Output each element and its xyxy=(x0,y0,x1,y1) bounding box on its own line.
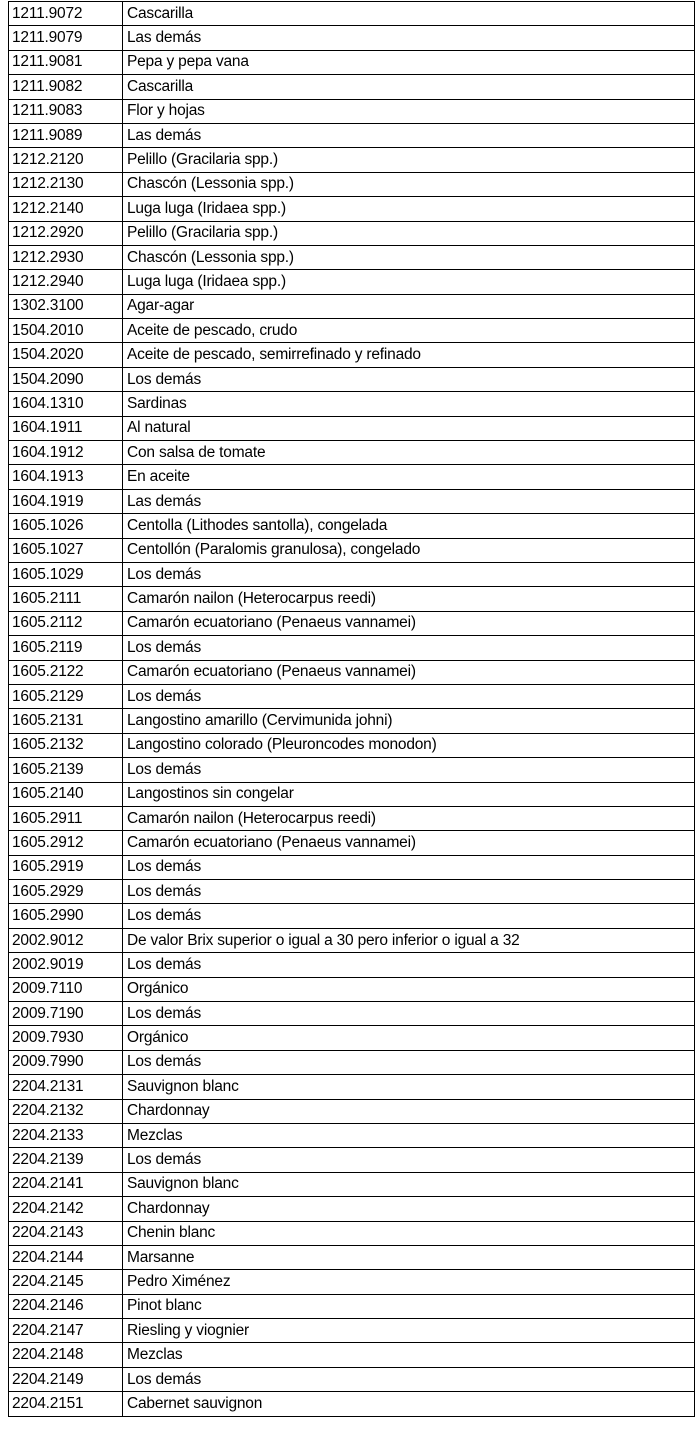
table-row xyxy=(9,1319,695,1343)
product-description-cell: Sauvignon blanc xyxy=(123,1172,695,1196)
table-row xyxy=(9,270,695,294)
tariff-code-cell: 2204.2132 xyxy=(9,1099,123,1123)
table-row xyxy=(9,587,695,611)
tariff-code-cell: 1605.2929 xyxy=(9,880,123,904)
tariff-code-cell: 2002.9012 xyxy=(9,928,123,952)
table-row xyxy=(9,1099,695,1123)
product-description-cell: Las demás xyxy=(123,26,695,50)
table-row xyxy=(9,855,695,879)
tariff-code-cell: 2204.2147 xyxy=(9,1319,123,1343)
table-row xyxy=(9,1050,695,1074)
product-description-cell: Langostino amarillo (Cervimunida johni) xyxy=(123,709,695,733)
tariff-code-cell: 1605.2139 xyxy=(9,758,123,782)
product-description-cell: Los demás xyxy=(123,636,695,660)
table-row xyxy=(9,1221,695,1245)
tariff-code-cell: 1604.1912 xyxy=(9,441,123,465)
product-description-cell: Los demás xyxy=(123,904,695,928)
table-row xyxy=(9,392,695,416)
table-row xyxy=(9,441,695,465)
tariff-code-cell: 2009.7190 xyxy=(9,1002,123,1026)
table-row xyxy=(9,782,695,806)
product-description-cell: Los demás xyxy=(123,758,695,782)
product-description-cell: Cascarilla xyxy=(123,2,695,26)
product-description-cell: Pinot blanc xyxy=(123,1294,695,1318)
tariff-code-cell: 2204.2143 xyxy=(9,1221,123,1245)
tariff-code-cell: 2204.2151 xyxy=(9,1392,123,1416)
tariff-code-cell: 2204.2131 xyxy=(9,1075,123,1099)
tariff-code-cell: 1504.2090 xyxy=(9,367,123,391)
tariff-code-cell: 1605.2912 xyxy=(9,831,123,855)
tariff-code-cell: 1212.2920 xyxy=(9,221,123,245)
tariff-code-cell: 2009.7990 xyxy=(9,1050,123,1074)
table-row xyxy=(9,99,695,123)
table-row xyxy=(9,1392,695,1416)
product-description-cell: Agar-agar xyxy=(123,294,695,318)
table-row xyxy=(9,904,695,928)
tariff-code-cell: 1605.2132 xyxy=(9,733,123,757)
tariff-code-cell: 1605.2111 xyxy=(9,587,123,611)
product-description-cell: Luga luga (Iridaea spp.) xyxy=(123,270,695,294)
table-row xyxy=(9,367,695,391)
tariff-code-cell: 1605.2129 xyxy=(9,684,123,708)
product-description-cell: Los demás xyxy=(123,1002,695,1026)
tariff-code-cell: 2204.2142 xyxy=(9,1197,123,1221)
tariff-code-cell: 1605.2990 xyxy=(9,904,123,928)
product-description-cell: Los demás xyxy=(123,880,695,904)
table-row xyxy=(9,928,695,952)
product-description-cell: Sardinas xyxy=(123,392,695,416)
tariff-code-cell: 2204.2145 xyxy=(9,1270,123,1294)
table-row xyxy=(9,2,695,26)
table-row xyxy=(9,1270,695,1294)
tariff-code-cell: 2204.2148 xyxy=(9,1343,123,1367)
product-description-cell: Los demás xyxy=(123,1367,695,1391)
product-description-cell: Pedro Ximénez xyxy=(123,1270,695,1294)
product-description-cell: Los demás xyxy=(123,855,695,879)
tariff-code-cell: 1605.2112 xyxy=(9,611,123,635)
tariff-code-cell: 1605.2131 xyxy=(9,709,123,733)
product-description-cell: Luga luga (Iridaea spp.) xyxy=(123,197,695,221)
tariff-code-cell: 1605.1029 xyxy=(9,562,123,586)
tariff-code-cell: 1212.2940 xyxy=(9,270,123,294)
table-row xyxy=(9,514,695,538)
tariff-code-cell: 1605.1027 xyxy=(9,538,123,562)
product-description-cell: En aceite xyxy=(123,465,695,489)
product-description-cell: Pelillo (Gracilaria spp.) xyxy=(123,221,695,245)
product-description-cell: Chardonnay xyxy=(123,1099,695,1123)
product-description-cell: Con salsa de tomate xyxy=(123,441,695,465)
table-row xyxy=(9,758,695,782)
tariff-code-cell: 1605.2119 xyxy=(9,636,123,660)
product-description-cell: Las demás xyxy=(123,123,695,147)
product-description-cell: Langostino colorado (Pleuroncodes monodon) xyxy=(123,733,695,757)
table-row xyxy=(9,953,695,977)
product-description-cell: Aceite de pescado, semirrefinado y refinado xyxy=(123,343,695,367)
table-row xyxy=(9,611,695,635)
product-description-cell: Los demás xyxy=(123,1148,695,1172)
product-description-cell: Cabernet sauvignon xyxy=(123,1392,695,1416)
product-description-cell: Pepa y pepa vana xyxy=(123,50,695,74)
table-row xyxy=(9,123,695,147)
product-description-cell: Chardonnay xyxy=(123,1197,695,1221)
table-row xyxy=(9,1026,695,1050)
tariff-code-cell: 1504.2010 xyxy=(9,319,123,343)
product-description-cell: Camarón ecuatoriano (Penaeus vannamei) xyxy=(123,611,695,635)
tariff-code-cell: 1211.9083 xyxy=(9,99,123,123)
tariff-code-cell: 1604.1913 xyxy=(9,465,123,489)
table-row xyxy=(9,880,695,904)
table-row xyxy=(9,831,695,855)
tariff-code-cell: 1605.2122 xyxy=(9,660,123,684)
product-description-cell: Chascón (Lessonia spp.) xyxy=(123,172,695,196)
product-description-cell: Los demás xyxy=(123,953,695,977)
table-row xyxy=(9,416,695,440)
product-description-cell: Los demás xyxy=(123,562,695,586)
tariff-table xyxy=(8,1,695,1417)
tariff-code-cell: 2204.2146 xyxy=(9,1294,123,1318)
tariff-code-cell: 1604.1911 xyxy=(9,416,123,440)
table-row xyxy=(9,709,695,733)
table-row xyxy=(9,148,695,172)
product-description-cell: Camarón ecuatoriano (Penaeus vannamei) xyxy=(123,660,695,684)
tariff-code-cell: 1211.9072 xyxy=(9,2,123,26)
product-description-cell: Camarón nailon (Heterocarpus reedi) xyxy=(123,806,695,830)
tariff-code-cell: 2002.9019 xyxy=(9,953,123,977)
product-description-cell: Los demás xyxy=(123,367,695,391)
product-description-cell: Los demás xyxy=(123,1050,695,1074)
table-row xyxy=(9,636,695,660)
tariff-code-cell: 1211.9079 xyxy=(9,26,123,50)
table-row xyxy=(9,1123,695,1147)
product-description-cell: Cascarilla xyxy=(123,75,695,99)
tariff-code-cell: 2204.2141 xyxy=(9,1172,123,1196)
table-row xyxy=(9,684,695,708)
tariff-code-cell: 1605.2911 xyxy=(9,806,123,830)
product-description-cell: Sauvignon blanc xyxy=(123,1075,695,1099)
table-row xyxy=(9,319,695,343)
product-description-cell: Chenin blanc xyxy=(123,1221,695,1245)
table-row xyxy=(9,50,695,74)
product-description-cell: Camarón ecuatoriano (Penaeus vannamei) xyxy=(123,831,695,855)
tariff-code-cell: 1605.2919 xyxy=(9,855,123,879)
product-description-cell: Flor y hojas xyxy=(123,99,695,123)
tariff-code-cell: 1604.1310 xyxy=(9,392,123,416)
product-description-cell: Los demás xyxy=(123,684,695,708)
product-description-cell: Centollón (Paralomis granulosa), congelado xyxy=(123,538,695,562)
table-row xyxy=(9,221,695,245)
table-row xyxy=(9,343,695,367)
table-row xyxy=(9,977,695,1001)
tariff-code-cell: 1212.2140 xyxy=(9,197,123,221)
tariff-code-cell: 1212.2130 xyxy=(9,172,123,196)
product-description-cell: Camarón nailon (Heterocarpus reedi) xyxy=(123,587,695,611)
tariff-code-cell: 1302.3100 xyxy=(9,294,123,318)
tariff-code-cell: 1604.1919 xyxy=(9,489,123,513)
product-description-cell: Al natural xyxy=(123,416,695,440)
table-row xyxy=(9,75,695,99)
tariff-code-cell: 2204.2133 xyxy=(9,1123,123,1147)
table-row xyxy=(9,197,695,221)
tariff-code-cell: 2204.2149 xyxy=(9,1367,123,1391)
table-row xyxy=(9,245,695,269)
table-row xyxy=(9,562,695,586)
product-description-cell: Las demás xyxy=(123,489,695,513)
tariff-code-cell: 1605.1026 xyxy=(9,514,123,538)
product-description-cell: Langostinos sin congelar xyxy=(123,782,695,806)
table-row xyxy=(9,1002,695,1026)
product-description-cell: Mezclas xyxy=(123,1123,695,1147)
tariff-code-cell: 2204.2139 xyxy=(9,1148,123,1172)
product-description-cell: Marsanne xyxy=(123,1245,695,1269)
table-row xyxy=(9,465,695,489)
product-description-cell: Centolla (Lithodes santolla), congelada xyxy=(123,514,695,538)
table-row xyxy=(9,489,695,513)
tariff-code-cell: 1605.2140 xyxy=(9,782,123,806)
product-description-cell: Riesling y viognier xyxy=(123,1319,695,1343)
tariff-code-cell: 1212.2930 xyxy=(9,245,123,269)
table-row xyxy=(9,294,695,318)
product-description-cell: Orgánico xyxy=(123,1026,695,1050)
table-row xyxy=(9,1075,695,1099)
table-row xyxy=(9,1294,695,1318)
tariff-table-body xyxy=(9,2,695,1417)
table-row xyxy=(9,172,695,196)
tariff-code-cell: 1212.2120 xyxy=(9,148,123,172)
tariff-code-cell: 2204.2144 xyxy=(9,1245,123,1269)
product-description-cell: Pelillo (Gracilaria spp.) xyxy=(123,148,695,172)
table-row xyxy=(9,660,695,684)
product-description-cell: Orgánico xyxy=(123,977,695,1001)
table-row xyxy=(9,1148,695,1172)
tariff-code-cell: 1211.9082 xyxy=(9,75,123,99)
tariff-code-cell: 2009.7930 xyxy=(9,1026,123,1050)
table-row xyxy=(9,538,695,562)
tariff-code-cell: 1211.9089 xyxy=(9,123,123,147)
table-row xyxy=(9,806,695,830)
table-row xyxy=(9,1197,695,1221)
product-description-cell: De valor Brix superior o igual a 30 pero inferior o igual a 32 xyxy=(123,928,695,952)
tariff-code-cell: 1211.9081 xyxy=(9,50,123,74)
tariff-code-cell: 1504.2020 xyxy=(9,343,123,367)
product-description-cell: Mezclas xyxy=(123,1343,695,1367)
product-description-cell: Chascón (Lessonia spp.) xyxy=(123,245,695,269)
product-description-cell: Aceite de pescado, crudo xyxy=(123,319,695,343)
tariff-code-cell: 2009.7110 xyxy=(9,977,123,1001)
table-row xyxy=(9,1245,695,1269)
table-row xyxy=(9,26,695,50)
table-row xyxy=(9,733,695,757)
table-row xyxy=(9,1343,695,1367)
table-row xyxy=(9,1172,695,1196)
table-row xyxy=(9,1367,695,1391)
